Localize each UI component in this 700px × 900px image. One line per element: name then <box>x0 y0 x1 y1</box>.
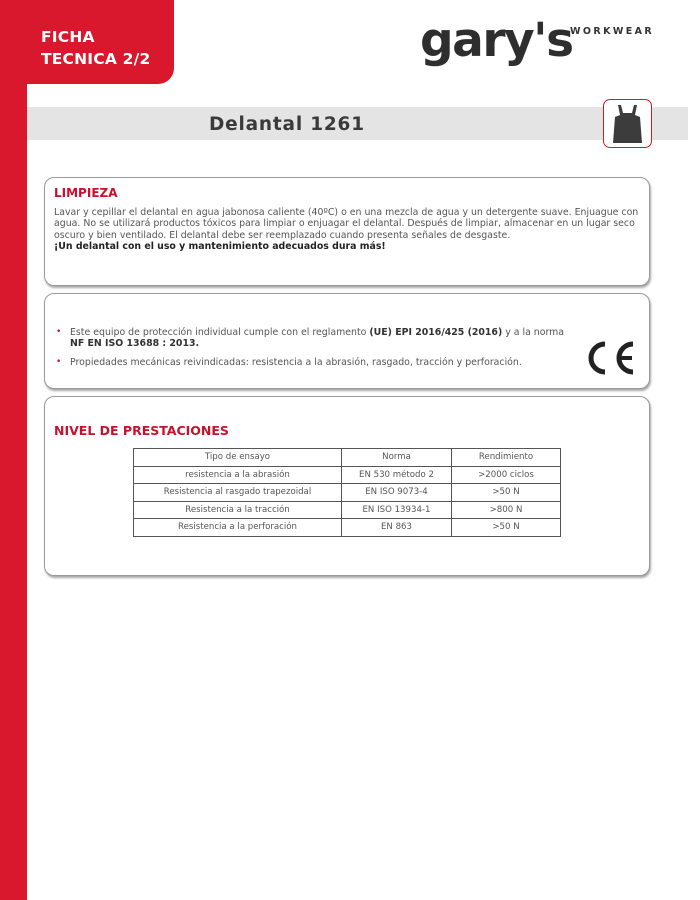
ficha-line-2: TECNICA 2/2 <box>41 50 151 68</box>
regulation-ref: (UE) EPI 2016/425 (2016) <box>369 327 503 338</box>
limpieza-bold-note: ¡Un delantal con el uso y mantenimiento adecuados dura más! <box>54 241 386 253</box>
normativa-item-2: • Propiedades mecánicas reivindicadas: resistencia a la abrasión, rasgado, tracción y perforación. <box>56 357 576 368</box>
table-cell: >50 N <box>452 484 561 502</box>
apron-icon <box>604 100 651 147</box>
normativa-section <box>44 293 650 389</box>
table-cell: >800 N <box>452 501 561 519</box>
table-cell: Resistencia al rasgado trapezoidal <box>134 484 342 502</box>
table-cell: EN ISO 13934-1 <box>342 501 452 519</box>
standard-ref: NF EN ISO 13688 : 2013. <box>70 338 200 350</box>
normativa-item-1-mid: y a la norma <box>502 327 565 338</box>
table-cell: >2000 ciclos <box>452 466 561 484</box>
logo-subtext: WORKWEAR <box>570 26 655 37</box>
logo-wordmark: gary's <box>420 13 573 68</box>
table-cell: resistencia a la abrasión <box>134 466 342 484</box>
table-cell: EN 863 <box>342 519 452 537</box>
table-header: Norma <box>342 449 452 467</box>
table-row <box>134 519 561 537</box>
brand-logo <box>420 13 660 74</box>
limpieza-section <box>44 177 650 286</box>
performance-table <box>133 448 561 537</box>
table-cell: EN ISO 9073-4 <box>342 484 452 502</box>
table-cell: >50 N <box>452 519 561 537</box>
table-row <box>134 466 561 484</box>
normativa-item-1-text: Este equipo de protección individual cumple con el reglamento <box>70 327 370 338</box>
ficha-line-1: FICHA <box>41 28 95 46</box>
normativa-item-1 <box>56 327 576 350</box>
product-title: Delantal 1261 <box>209 114 365 135</box>
table-row <box>134 484 561 502</box>
prestaciones-section <box>44 396 650 576</box>
apron-icon-frame <box>603 99 652 148</box>
table-row <box>134 501 561 519</box>
table-cell: Resistencia a la tracción <box>134 501 342 519</box>
limpieza-text: Lavar y cepillar el delantal en agua jabonosa caliente (40ºC) o en una mezcla de agua y un detergente suave. Enjuague con agua. No se utilizará productos tóxicos para limpiar o enjuagar el delantal. Después de limpiar, almacenar en un lugar seco oscuro y bien ventilado. El delantal debe ser reemplazado cuando presenta señales de desgaste. <box>54 207 639 241</box>
ficha-badge <box>27 0 174 84</box>
ce-mark-icon <box>582 338 642 378</box>
limpieza-heading: LIMPIEZA <box>54 186 118 200</box>
table-header: Tipo de ensayo <box>134 449 342 467</box>
table-cell: EN 530 método 2 <box>342 466 452 484</box>
table-cell: Resistencia a la perforación <box>134 519 342 537</box>
table-header: Rendimiento <box>452 449 561 467</box>
prestaciones-heading: NIVEL DE PRESTACIONES <box>54 423 229 438</box>
table-header-row <box>134 449 561 467</box>
left-red-stripe <box>0 0 27 900</box>
